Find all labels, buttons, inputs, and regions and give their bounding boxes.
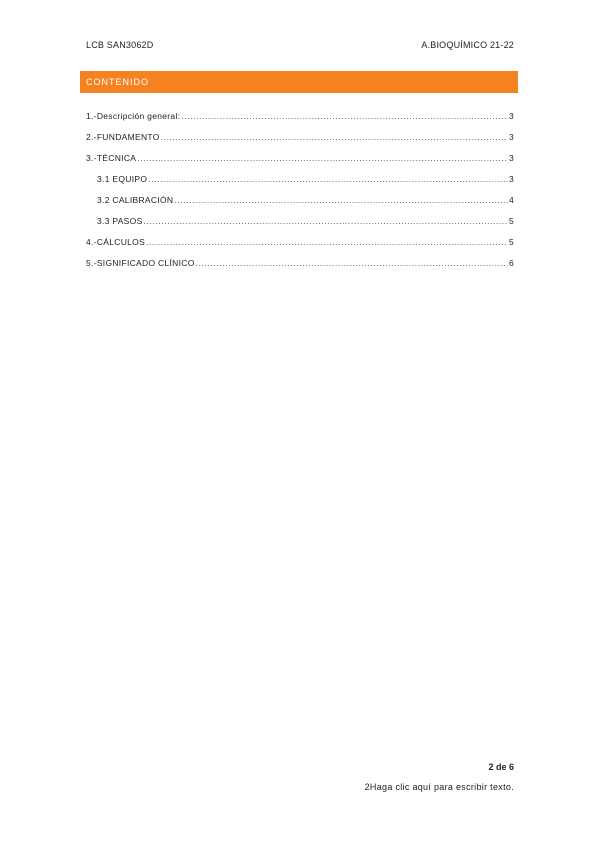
- toc-leader-dots: [137, 153, 508, 163]
- toc-entry-page: 5: [508, 237, 514, 247]
- toc-subentry[interactable]: [86, 205, 514, 226]
- toc-entry-label: 3.2 CALIBRACIÓN: [97, 195, 174, 205]
- toc-entry[interactable]: [86, 142, 514, 163]
- toc-entry-page: 3: [508, 111, 514, 121]
- toc-entry[interactable]: [86, 226, 514, 247]
- footer-placeholder-text[interactable]: 2Haga clic aquí para escribir texto.: [364, 782, 514, 792]
- toc-subentry[interactable]: [86, 163, 514, 184]
- toc-entry[interactable]: [86, 100, 514, 121]
- header-left-text: LCB SAN3062D: [86, 40, 154, 50]
- table-of-contents: [86, 100, 514, 268]
- toc-leader-dots: [174, 195, 508, 205]
- toc-entry-label: 3.-TÉCNICA: [86, 153, 137, 163]
- toc-entry[interactable]: [86, 247, 514, 268]
- toc-entry-page: 4: [508, 195, 514, 205]
- toc-entry-label: 2.-FUNDAMENTO: [86, 132, 160, 142]
- toc-entry-label: 4.-CÁLCULOS: [86, 237, 146, 247]
- toc-entry-page: 3: [508, 174, 514, 184]
- toc-entry-page: 3: [508, 132, 514, 142]
- toc-entry-label: 1.-Descripción general:: [86, 111, 181, 121]
- page-number: 2 de 6: [488, 762, 514, 772]
- toc-entry-page: 6: [508, 258, 514, 268]
- toc-leader-dots: [161, 132, 508, 142]
- toc-leader-dots: [144, 216, 508, 226]
- toc-leader-dots: [148, 174, 508, 184]
- toc-subentry[interactable]: [86, 184, 514, 205]
- toc-entry-label: 3.1 EQUIPO: [97, 174, 148, 184]
- toc-entry-label: 5.-SIGNIFICADO CLÍNICO: [86, 258, 195, 268]
- header-right-text: A.BIOQUÍMICO 21-22: [421, 40, 514, 50]
- toc-entry-page: 5: [508, 216, 514, 226]
- toc-leader-dots: [181, 111, 508, 121]
- toc-entry-label: 3.3 PASOS: [97, 216, 143, 226]
- toc-leader-dots: [196, 258, 508, 268]
- toc-leader-dots: [146, 237, 508, 247]
- toc-entry[interactable]: [86, 121, 514, 142]
- toc-entry-page: 3: [508, 153, 514, 163]
- toc-title: CONTENIDO: [80, 71, 518, 93]
